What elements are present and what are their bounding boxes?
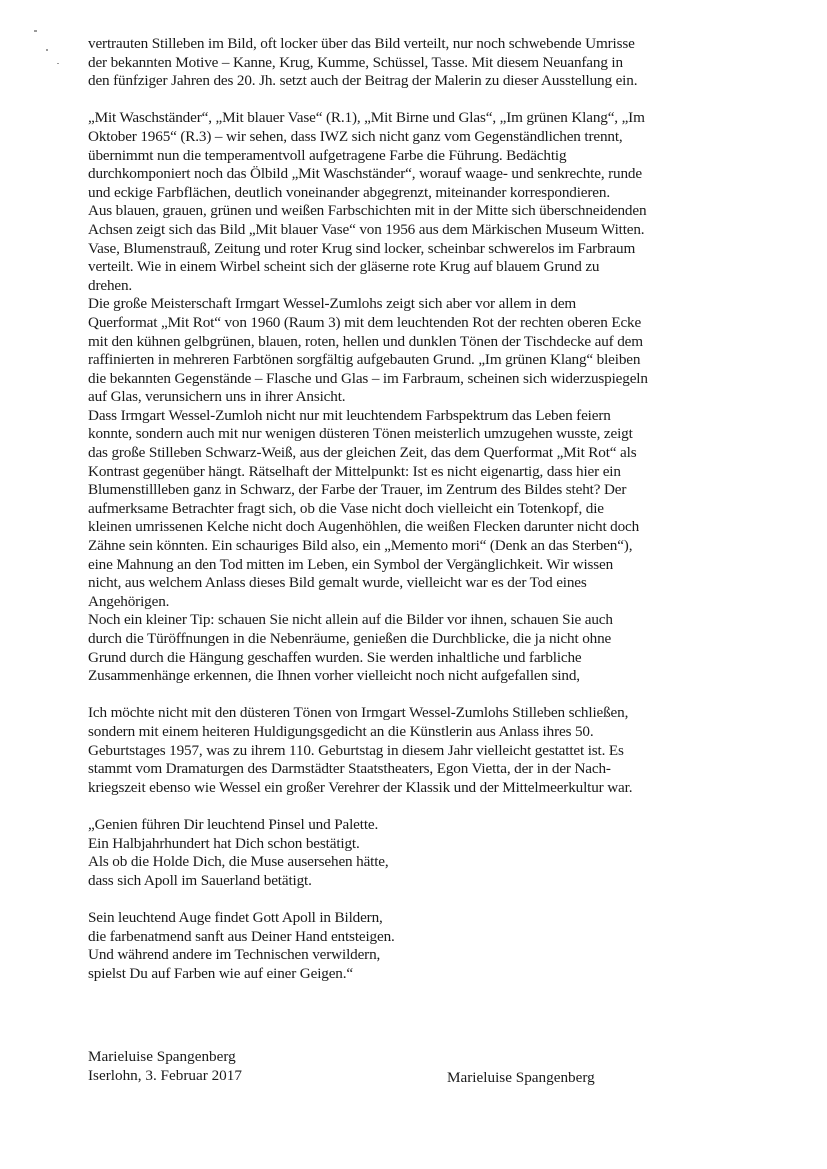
text-line: Achsen zeigt sich das Bild „Mit blauer Vase“ von 1956 aus dem Märkischen Museum Witten. [88, 220, 645, 238]
text-line: durch die Türöffnungen in die Nebenräume, genießen die Durchblicke, die ja nicht ohne [88, 630, 612, 647]
text-line: Ich möchte nicht mit den düsteren Tönen von Irmgart Wessel-Zumlohs Stilleben schließen, [88, 704, 629, 722]
paragraph-gap [88, 797, 728, 816]
text-line: verteilt. Wie in einem Wirbel scheint sich der gläserne rote Krug auf blauem Grund zu [88, 258, 600, 276]
paragraph [88, 816, 728, 890]
text-line: Grund durch die Hängung geschaffen wurden. Sie werden inhaltliche und farbliche [88, 648, 582, 666]
text-line: Als ob die Holde Dich, die Muse ausersehen hätte, [88, 853, 389, 871]
text-line: kleinen umrissenen Kelche nicht doch Augenhöhlen, die weißen Flecken darunter nicht doch [88, 518, 640, 536]
text-line: raffinierten in mehreren Farbtönen sorgfältig aufgebauten Grund. „Im grünen Klang“ bleiben [88, 351, 641, 369]
text-line: spielst Du auf Farben wie auf einer Geigen.“ [88, 964, 353, 982]
document-body [88, 35, 728, 983]
paragraph [88, 109, 728, 685]
text-line: mit den kühnen gelbgrünen, blauen, roten, hellen und dunklen Tönen der Tischdecke auf dem [88, 332, 643, 350]
text-line: vertrauten Stilleben im Bild, oft locker über das Bild verteilt, nur noch schwebende Umrisse [88, 35, 635, 52]
text-line: dass sich Apoll im Sauerland betätigt. [88, 871, 312, 889]
text-line: Noch ein kleiner Tip: schauen Sie nicht allein auf die Bilder vor ihnen, schauen Sie auch [88, 611, 613, 629]
text-line: kriegszeit ebenso wie Wessel ein großer Verehrer der Klassik und der Mittelmeerkultur war. [88, 778, 633, 796]
paragraph [88, 35, 728, 91]
text-line: drehen. [88, 276, 133, 294]
text-line: übernimmt nun die temperamentvoll aufgetragene Farbe die Führung. Bedächtig [88, 146, 567, 164]
text-line: Und während andere im Technischen verwildern, [88, 946, 381, 964]
text-line: stammt vom Dramaturgen des Darmstädter Staatstheaters, Egon Vietta, der in der Nach- [88, 760, 611, 778]
author-name: Marieluise Spangenberg [88, 1048, 236, 1065]
signature-line: Marieluise Spangenberg [447, 1069, 595, 1086]
text-line: der bekannten Motive – Kanne, Krug, Kumme, Schüssel, Tasse. Mit diesem Neuanfang in [88, 53, 623, 71]
text-line: Vase, Blumenstrauß, Zeitung und roter Krug sind locker, scheinbar schwerelos im Farbraum [88, 239, 636, 257]
scan-speck [46, 49, 48, 51]
text-line: Querformat „Mit Rot“ von 1960 (Raum 3) mit dem leuchtenden Rot der rechten oberen Ecke [88, 313, 642, 331]
text-line: Angehörigen. [88, 592, 170, 610]
text-line: durchkomponiert noch das Ölbild „Mit Waschständer“, worauf waage- und senkrechte, runde [88, 165, 642, 183]
paragraph-gap [88, 91, 728, 110]
text-line: Geburtstages 1957, was zu ihrem 110. Geburtstag in diesem Jahr vielleicht gestattet ist. Es [88, 741, 624, 759]
text-line: Dass Irmgart Wessel-Zumloh nicht nur mit leuchtendem Farbspektrum das Leben feiern [88, 406, 611, 424]
text-line: „Mit Waschständer“, „Mit blauer Vase“ (R.1), „Mit Birne und Glas“, „Im grünen Klang“, „Im [88, 109, 645, 127]
document-footer [88, 1048, 648, 1088]
text-line: die farbenatmend sanft aus Deiner Hand entsteigen. [88, 927, 395, 945]
text-line: Zusammenhänge erkennen, die Ihnen vorher vielleicht noch nicht aufgefallen sind, [88, 667, 580, 685]
text-line: Die große Meisterschaft Irmgart Wessel-Zumlohs zeigt sich aber vor allem in dem [88, 295, 577, 313]
paragraph-gap [88, 890, 728, 909]
text-line: Blumenstillleben ganz in Schwarz, der Farbe der Trauer, im Zentrum des Bildes steht? Der [88, 481, 627, 499]
place-date: Iserlohn, 3. Februar 2017 [88, 1066, 242, 1084]
author-block [88, 1048, 242, 1085]
text-line: Ein Halbjahrhundert hat Dich schon bestätigt. [88, 834, 360, 852]
text-line: den fünfziger Jahren des 20. Jh. setzt auch der Beitrag der Malerin zu dieser Ausstellung ein. [88, 72, 638, 90]
text-line: aufmerksame Betrachter fragt sich, ob die Vase nicht doch vielleicht ein Totenkopf, die [88, 499, 604, 517]
text-line: eine Mahnung an den Tod mitten im Leben, ein Symbol der Vergänglichkeit. Wir wissen [88, 555, 614, 573]
text-line: und eckige Farbflächen, deutlich voneinander abgegrenzt, miteinander korrespondieren. [88, 183, 610, 201]
text-line: Kontrast gegenüber hängt. Rätselhaft der Mittelpunkt: Ist es nicht eigenartig, dass hier ein [88, 462, 621, 480]
text-line: konnte, sondern auch mit nur wenigen düsteren Tönen meisterlich umzugehen wusste, zeigt [88, 425, 633, 443]
text-line: nicht, aus welchem Anlass dieses Bild gemalt wurde, vielleicht war es der Tod eines [88, 574, 587, 592]
text-line: Aus blauen, grauen, grünen und weißen Farbschichten mit in der Mitte sich überschneidenden [88, 202, 647, 220]
paragraph [88, 909, 728, 983]
text-line: Sein leuchtend Auge findet Gott Apoll in Bildern, [88, 908, 383, 926]
text-line: sondern mit einem heiteren Huldigungsgedicht an die Künstlerin aus Anlass ihres 50. [88, 722, 594, 740]
paragraph-gap [88, 686, 728, 705]
scan-speck [34, 30, 37, 32]
text-line: auf Glas, verunsichern uns in ihrer Ansicht. [88, 388, 346, 406]
text-line: die bekannten Gegenstände – Flasche und Glas – im Farbraum, scheinen sich widerzuspiegeln [88, 369, 648, 387]
text-line: das große Stilleben Schwarz-Weiß, aus der gleichen Zeit, das dem Querformat „Mit Rot“ als [88, 444, 637, 462]
text-line: Oktober 1965“ (R.3) – wir sehen, dass IWZ sich nicht ganz vom Gegenständlichen trennt, [88, 127, 623, 145]
scan-speck [57, 63, 59, 64]
paragraph [88, 704, 728, 797]
text-line: „Genien führen Dir leuchtend Pinsel und Palette. [88, 815, 379, 833]
text-line: Zähne sein könnten. Ein schauriges Bild also, ein „Memento mori“ (Denk an das Sterben“), [88, 537, 633, 555]
